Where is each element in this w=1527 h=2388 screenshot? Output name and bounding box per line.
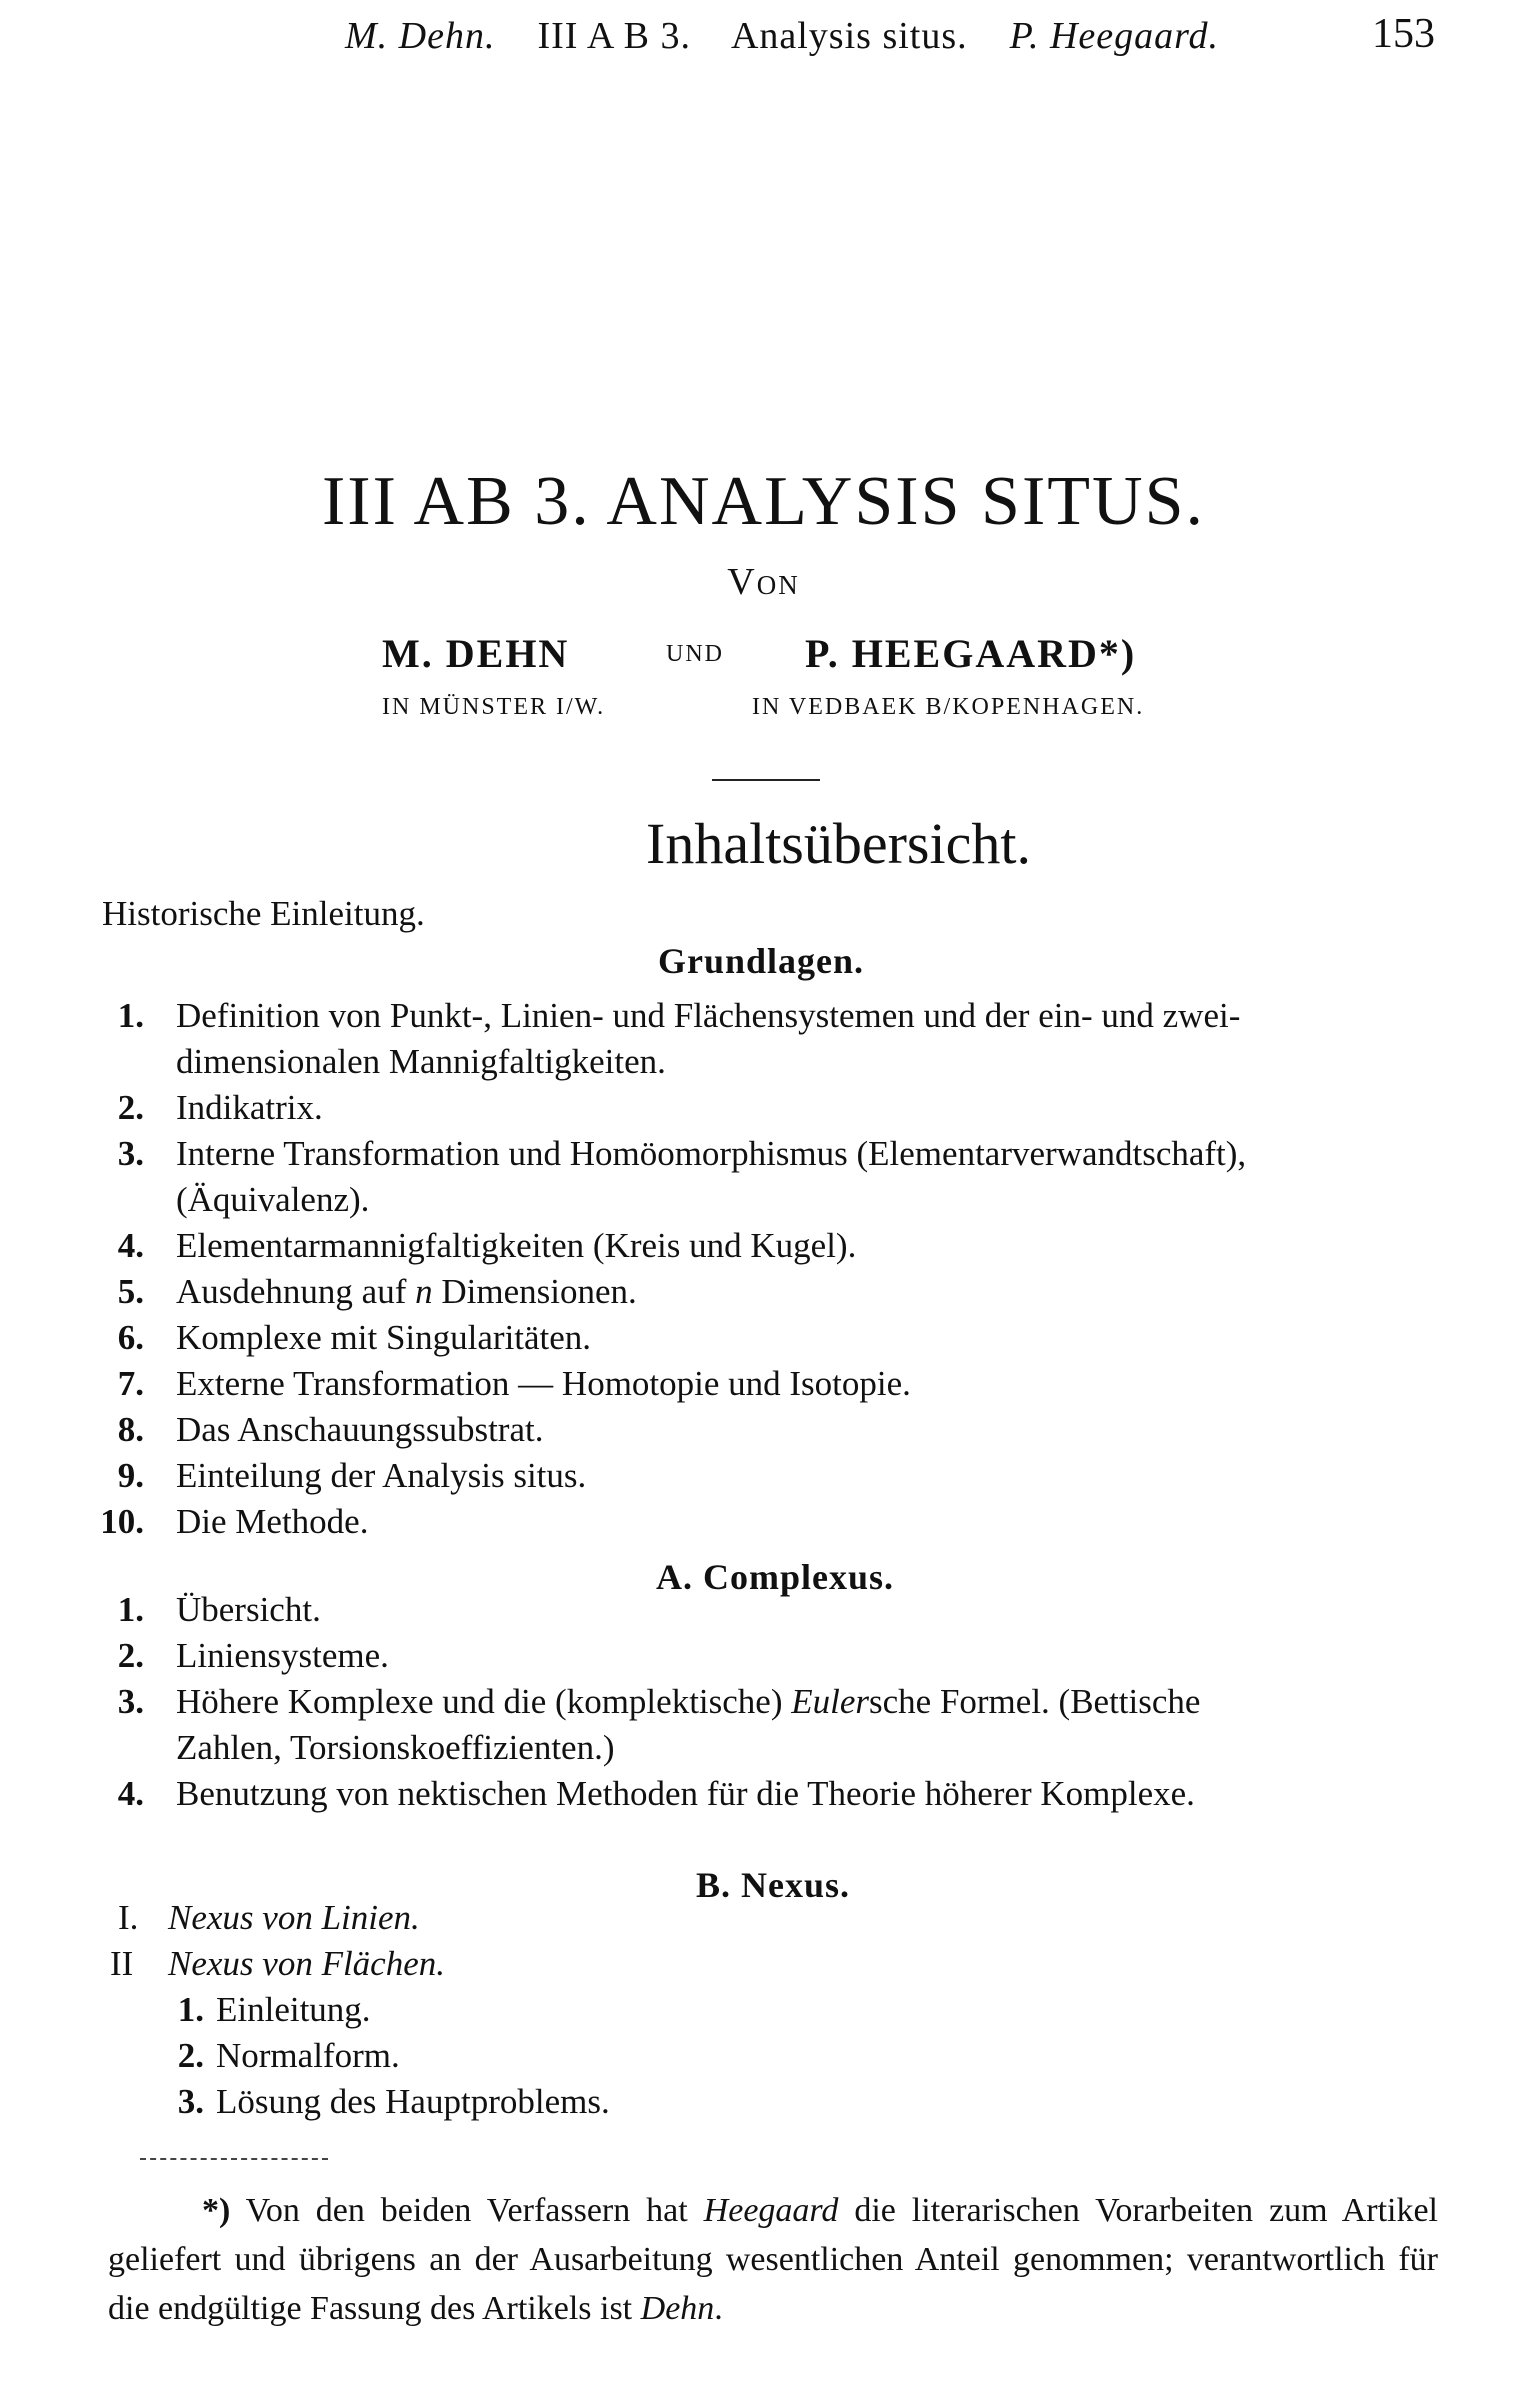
item-text: Liniensysteme. — [176, 1636, 389, 1675]
von-label: Von — [727, 561, 800, 603]
item-number: 1. — [117, 1590, 144, 1629]
item-number: 2. — [117, 1088, 144, 1127]
item-text: Nexus von Linien. — [168, 1898, 420, 1937]
item-number: 4. — [117, 1774, 144, 1813]
authors-line — [0, 630, 1527, 690]
item-text-continued: dimensionalen Mannigfaltigkeiten. — [176, 1042, 666, 1081]
running-head-author2: P. Heegaard. — [1009, 15, 1220, 57]
item-number: 6. — [117, 1318, 144, 1357]
item-number: 3. — [117, 1134, 144, 1173]
item-text: Normalform. — [216, 2036, 400, 2075]
item-text-continued: Zahlen, Torsionskoeffizienten.) — [176, 1728, 615, 1767]
item-text: Komplexe mit Singularitäten. — [176, 1318, 592, 1357]
item-text: Benutzung von nektischen Methoden für die Theorie höherer Komplexe. — [176, 1774, 1195, 1813]
item-text: Höhere Komplexe und die (komplektische) Eulersche Formel. (Bettische — [176, 1682, 1201, 1721]
footnote: *) Von den beiden Verfassern hat Heegaard die literarischen Vorarbeiten zum Artikel geliefert und übrigens an der Ausarbeitung wesentlichen Anteil genommen; verantwortlich für die endgültige Fassung des Artikels ist Dehn. — [108, 2192, 1438, 2327]
item-text: Definition von Punkt-, Linien- und Flächensystemen und der ein- und zwei- — [176, 996, 1241, 1035]
complexus-heading: A. Complexus. — [656, 1557, 895, 1597]
author-heegaard: P. HEEGAARD*) — [805, 631, 1137, 676]
item-text: Interne Transformation und Homöomorphismus (Elementarverwandtschaft), — [176, 1134, 1247, 1173]
item-text: Externe Transformation — Homotopie und Isotopie. — [176, 1364, 911, 1403]
item-text: Lösung des Hauptproblems. — [216, 2082, 610, 2121]
item-text: Ausdehnung auf n Dimensionen. — [176, 1272, 637, 1311]
nexus-heading: B. Nexus. — [696, 1865, 851, 1905]
running-head-subject: Analysis situs. — [730, 15, 968, 57]
title-divider — [712, 779, 820, 781]
item-text: Einleitung. — [216, 1990, 371, 2029]
item-text: Nexus von Flächen. — [168, 1944, 445, 1983]
running-head-text — [345, 14, 1219, 58]
item-number: 3. — [177, 2082, 204, 2121]
item-number: 4. — [117, 1226, 144, 1265]
footnote-rule — [140, 2158, 328, 2160]
running-head-section: III A B 3. — [537, 15, 692, 57]
item-text: Übersicht. — [176, 1590, 321, 1629]
item-text: Das Anschauungssubstrat. — [176, 1410, 544, 1449]
item-number: II — [110, 1944, 134, 1983]
affiliation-dehn: IN MÜNSTER I/W. — [382, 694, 606, 720]
item-number: 1. — [117, 996, 144, 1035]
item-text: Indikatrix. — [176, 1088, 323, 1127]
toc-heading: Inhaltsübersicht. — [646, 811, 1031, 876]
affiliation-heegaard: IN VEDBAEK B/KOPENHAGEN. — [752, 694, 1145, 720]
item-text-continued: (Äquivalenz). — [176, 1180, 370, 1219]
item-number: 10. — [100, 1502, 144, 1541]
und-label: und — [666, 632, 724, 669]
affiliations-line — [0, 694, 1527, 734]
item-number: 1. — [177, 1990, 204, 2029]
item-number: I. — [118, 1898, 139, 1937]
historische-einleitung: Historische Einleitung. — [102, 894, 425, 933]
item-number: 9. — [117, 1456, 144, 1495]
article-title: III AB 3. ANALYSIS SITUS. — [321, 463, 1206, 540]
page-number: 153 — [1372, 11, 1435, 57]
item-number: 8. — [117, 1410, 144, 1449]
footnote-mark: *) — [202, 2192, 231, 2229]
item-number: 5. — [117, 1272, 144, 1311]
item-text: Die Methode. — [176, 1502, 369, 1541]
item-number: 3. — [117, 1682, 144, 1721]
running-head-author1: M. Dehn. — [345, 15, 496, 57]
item-number: 2. — [117, 1636, 144, 1675]
item-number: 2. — [177, 2036, 204, 2075]
author-dehn: M. DEHN — [382, 631, 570, 676]
item-number: 7. — [117, 1364, 144, 1403]
running-head — [345, 11, 1435, 64]
grundlagen-heading: Grundlagen. — [658, 941, 865, 981]
item-text: Einteilung der Analysis situs. — [176, 1456, 587, 1495]
item-text: Elementarmannigfaltigkeiten (Kreis und Kugel). — [176, 1226, 857, 1265]
